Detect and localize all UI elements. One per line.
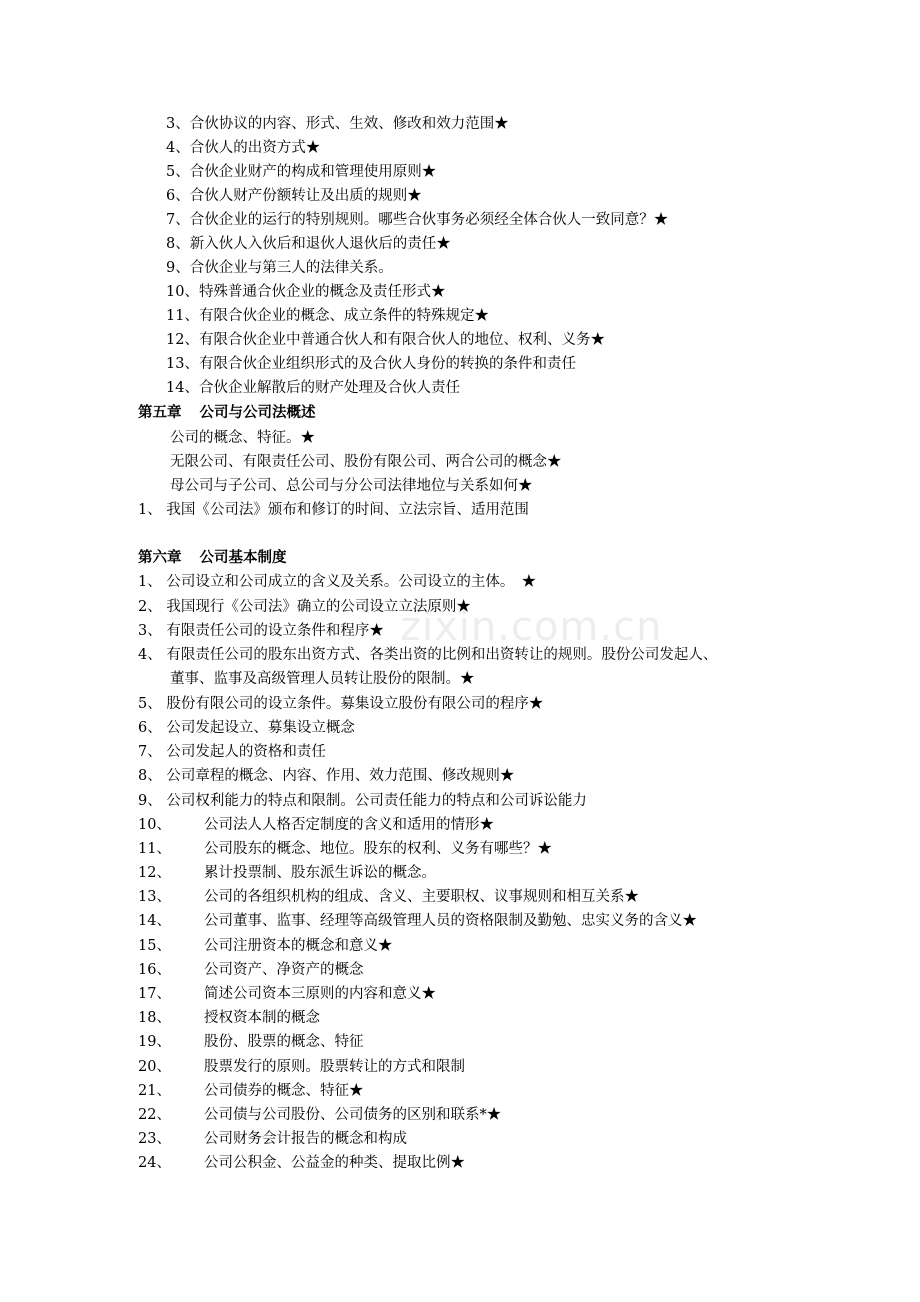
item-number: 20、 bbox=[138, 1059, 171, 1075]
item-number: 11、 bbox=[138, 841, 171, 857]
item-number: 16、 bbox=[138, 962, 171, 978]
list-item: 5、合伙企业财产的构成和管理使用原则★ bbox=[166, 164, 437, 180]
list-item: 7、 公司发起人的资格和责任 bbox=[138, 744, 326, 760]
list-item: 6、合伙人财产份额转让及出质的规则★ bbox=[166, 188, 422, 204]
list-item: 10、特殊普通合伙企业的概念及责任形式★ bbox=[166, 284, 446, 300]
list-item: 无限公司、有限责任公司、股份有限公司、两合公司的概念★ bbox=[170, 454, 562, 470]
list-item bbox=[138, 1008, 320, 1028]
item-text: 股份、股票的概念、特征 bbox=[204, 1034, 364, 1050]
item-text: 公司资产、净资产的概念 bbox=[204, 962, 364, 978]
list-item bbox=[138, 1153, 465, 1173]
chapter-number: 第五章 bbox=[138, 405, 182, 421]
list-item: 公司的概念、特征。★ bbox=[170, 430, 315, 446]
chapter-title: 公司基本制度 bbox=[199, 550, 287, 566]
item-text: 公司公积金、公益金的种类、提取比例★ bbox=[204, 1155, 465, 1171]
list-item: 9、 公司权利能力的特点和限制。公司责任能力的特点和公司诉讼能力 bbox=[138, 793, 587, 809]
item-text: 公司注册资本的概念和意义★ bbox=[204, 938, 393, 954]
list-item: 3、合伙协议的内容、形式、生效、修改和效力范围★ bbox=[166, 116, 509, 132]
list-item bbox=[138, 815, 494, 835]
chapter-heading bbox=[138, 548, 287, 568]
list-item: 6、 公司发起设立、募集设立概念 bbox=[138, 720, 355, 736]
list-item bbox=[138, 1105, 501, 1125]
list-item bbox=[138, 984, 436, 1004]
item-number: 18、 bbox=[138, 1010, 171, 1026]
item-number: 17、 bbox=[138, 986, 171, 1002]
item-number: 14、 bbox=[138, 913, 171, 929]
list-item: 4、 有限责任公司的股东出资方式、各类出资的比例和出资转让的规则。股份公司发起人、 bbox=[138, 647, 718, 663]
item-text: 累计投票制、股东派生诉讼的概念。 bbox=[204, 865, 436, 881]
list-item-continuation: 董事、监事及高级管理人员转让股份的限制。★ bbox=[170, 671, 475, 687]
list-item bbox=[138, 839, 552, 859]
item-number: 23、 bbox=[138, 1131, 171, 1147]
list-item bbox=[138, 1032, 364, 1052]
list-item: 12、有限合伙企业中普通合伙人和有限合伙人的地位、权利、义务★ bbox=[166, 332, 605, 348]
list-item bbox=[138, 960, 364, 980]
list-item: 8、新入伙人入伙后和退伙人退伙后的责任★ bbox=[166, 236, 451, 252]
item-text: 公司债券的概念、特征★ bbox=[204, 1083, 364, 1099]
list-item bbox=[138, 887, 639, 907]
list-item bbox=[138, 911, 697, 931]
item-number: 13、 bbox=[138, 889, 171, 905]
item-number: 22、 bbox=[138, 1107, 171, 1123]
list-item bbox=[138, 1057, 465, 1077]
list-item: 14、合伙企业解散后的财产处理及合伙人责任 bbox=[166, 380, 460, 396]
list-item: 13、有限合伙企业组织形式的及合伙人身份的转换的条件和责任 bbox=[166, 356, 576, 372]
item-number: 24、 bbox=[138, 1155, 171, 1171]
item-text: 公司的各组织机构的组成、含义、主要职权、议事规则和相互关系★ bbox=[204, 889, 639, 905]
item-number: 21、 bbox=[138, 1083, 171, 1099]
list-item bbox=[138, 1081, 364, 1101]
list-item: 1、 我国《公司法》颁布和修订的时间、立法宗旨、适用范围 bbox=[138, 502, 529, 518]
item-text: 公司法人人格否定制度的含义和适用的情形★ bbox=[204, 817, 494, 833]
item-text: 公司股东的概念、地位。股东的权利、义务有哪些？★ bbox=[204, 841, 552, 857]
item-number: 10、 bbox=[138, 817, 171, 833]
item-number: 12、 bbox=[138, 865, 171, 881]
list-item: 母公司与子公司、总公司与分公司法律地位与关系如何★ bbox=[170, 478, 533, 494]
list-item: 9、合伙企业与第三人的法律关系。 bbox=[166, 260, 393, 276]
item-text: 公司债与公司股份、公司债务的区别和联系*★ bbox=[204, 1107, 502, 1123]
list-item: 11、有限合伙企业的概念、成立条件的特殊规定★ bbox=[166, 308, 489, 324]
list-item: 3、 有限责任公司的设立条件和程序★ bbox=[138, 623, 384, 639]
list-item bbox=[138, 936, 393, 956]
list-item: 2、 我国现行《公司法》确立的公司设立立法原则★ bbox=[138, 599, 471, 615]
item-text: 公司财务会计报告的概念和构成 bbox=[204, 1131, 407, 1147]
chapter-title: 公司与公司法概述 bbox=[199, 405, 316, 421]
list-item: 5、 股份有限公司的设立条件。募集设立股份有限公司的程序★ bbox=[138, 696, 544, 712]
item-text: 公司董事、监事、经理等高级管理人员的资格限制及勤勉、忠实义务的含义★ bbox=[204, 913, 697, 929]
list-item: 1、 公司设立和公司成立的含义及关系。公司设立的主体。 ★ bbox=[138, 574, 537, 590]
watermark: zixin.com.cn bbox=[400, 604, 663, 650]
item-number: 15、 bbox=[138, 938, 171, 954]
chapter-number: 第六章 bbox=[138, 550, 182, 566]
list-item: 4、合伙人的出资方式★ bbox=[166, 140, 321, 156]
chapter-heading bbox=[138, 403, 316, 423]
list-item: 8、 公司章程的概念、内容、作用、效力范围、修改规则★ bbox=[138, 768, 515, 784]
list-item: 7、合伙企业的运行的特别规则。哪些合伙事务必须经全体合伙人一致同意？★ bbox=[166, 212, 669, 228]
item-text: 股票发行的原则。股票转让的方式和限制 bbox=[204, 1059, 465, 1075]
item-text: 简述公司资本三原则的内容和意义★ bbox=[204, 986, 436, 1002]
list-item bbox=[138, 1129, 407, 1149]
item-text: 授权资本制的概念 bbox=[204, 1010, 320, 1026]
item-number: 19、 bbox=[138, 1034, 171, 1050]
list-item bbox=[138, 863, 436, 883]
